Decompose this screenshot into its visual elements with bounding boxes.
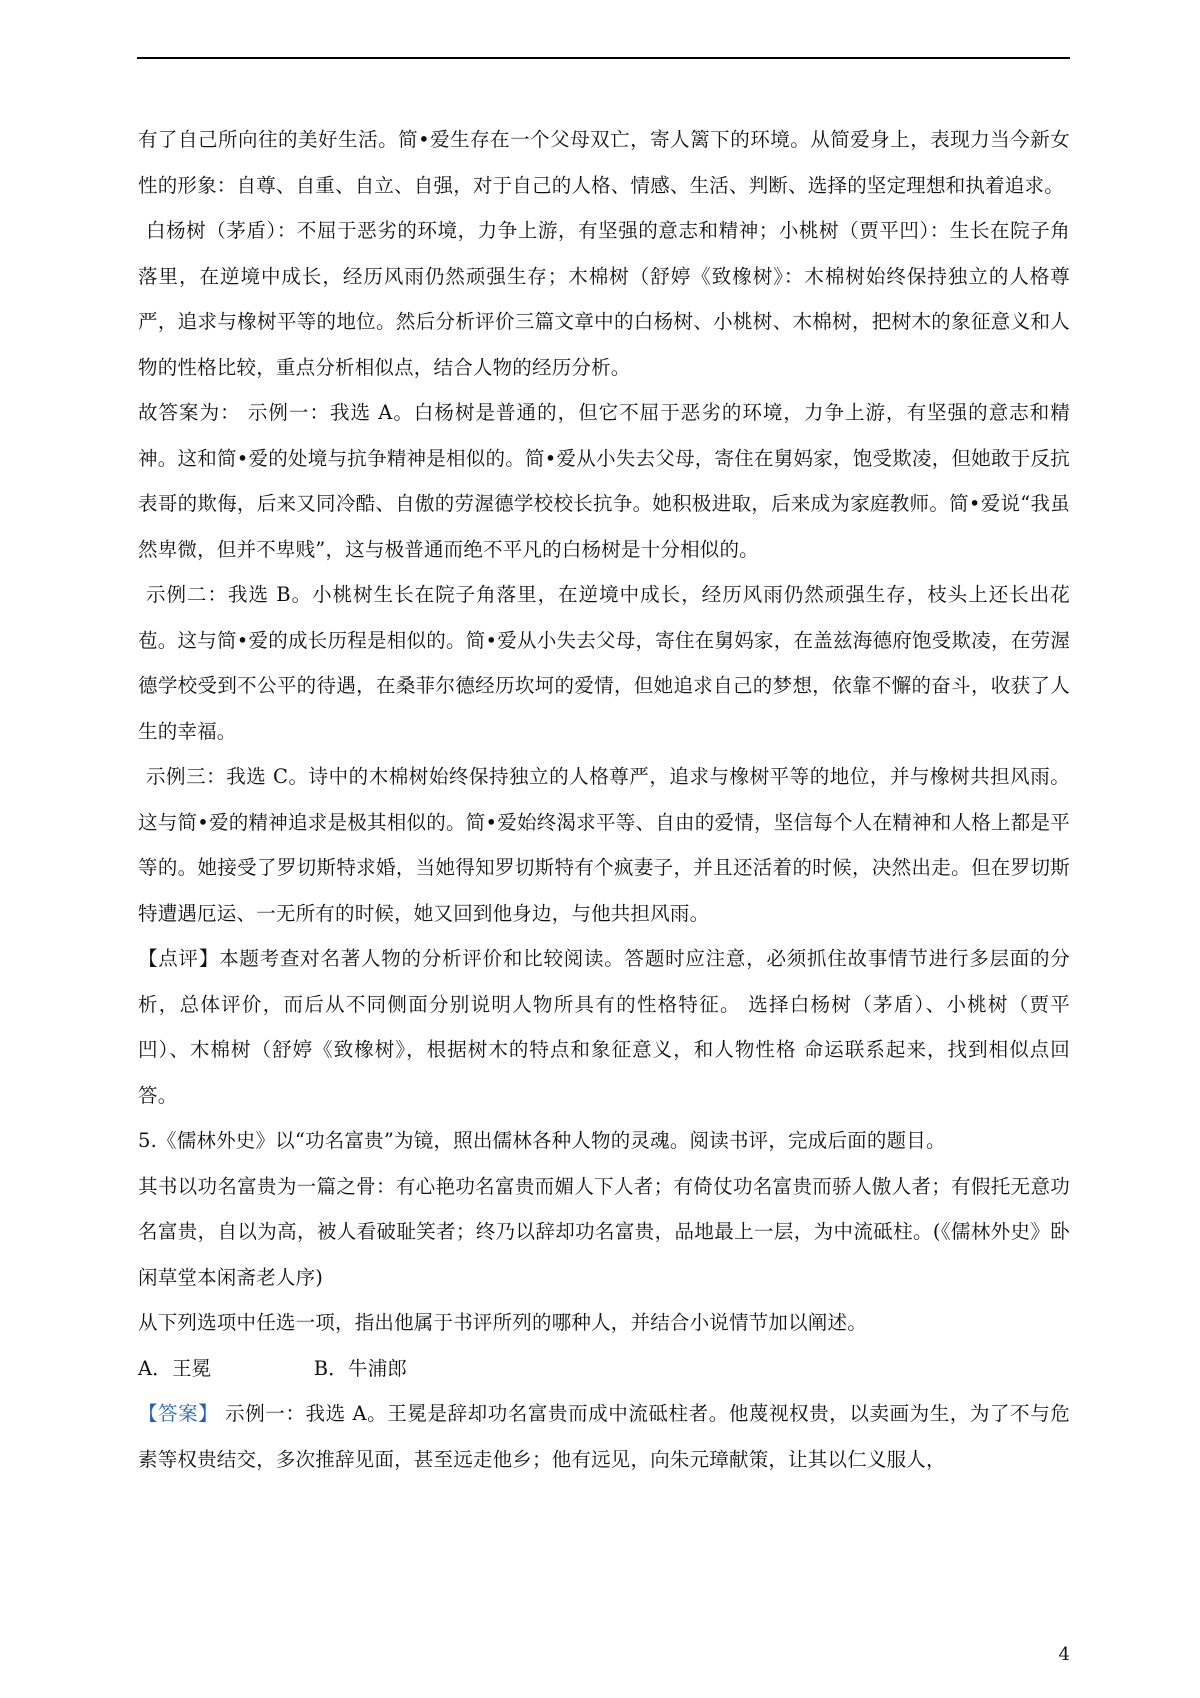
paragraph-commentary <box>138 936 1070 1118</box>
page-content <box>138 117 1070 1482</box>
question-5: 5.《儒林外史》以“功名富贵”为镜，照出儒林各种人物的灵魂。阅读书评，完成后面的题目。 <box>138 1129 946 1152</box>
paragraph-answer-example-three: 示例三：我选 C。诗中的木棉树始终保持独立的人格尊严，追求与橡树平等的地位，并与橡树共担风雨。这与简•爱的精神追求是极其相似的。简•爱始终渴求平等、自由的爱情，坚信每个人在精神和人格上都是平等的。她接受了罗切斯特求婚，当她得知罗切斯特有个疯妻子，并且还活着的时候，决然出走。但在罗切斯特遭遇厄运、一无所有的时候，她又回到他身边，与他共担风雨。 <box>138 765 1070 925</box>
question-instruction: 从下列选项中任选一项，指出他属于书评所列的哪种人，并结合小说情节加以阐述。 <box>138 1311 867 1334</box>
commentary-tag: 【点评】 <box>138 947 220 970</box>
paragraph-jane-eyre-summary: 有了自己所向往的美好生活。简•爱生存在一个父母双亡，寄人篱下的环境。从简爱身上，表现力当今新女性的形象：自尊、自重、自立、自强，对于自己的人格、情感、生活、判断、选择的坚定理想和执着追求。 <box>138 128 1070 197</box>
book-review-quote: 其书以功名富贵为一篇之骨：有心艳功名富贵而媚人下人者；有倚仗功名富贵而骄人傲人者；有假托无意功名富贵，自以为高，被人看破耻笑者；终乃以辞却功名富贵，品地最上一层，为中流砥柱。(《儒林外史》卧闲草堂本闲斋老人序) <box>138 1174 1070 1289</box>
answer-options <box>138 1346 1070 1392</box>
paragraph-tree-analysis: 白杨树（茅盾）：不屈于恶劣的环境，力争上游，有坚强的意志和精神；小桃树（贾平凹）：生长在院子角落里，在逆境中成长，经历风雨仍然顽强生存；木棉树（舒婷《致橡树》：木棉树始终保持独立的人格尊严，追求与橡树平等的地位。然后分析评价三篇文章中的白杨树、小桃树、木棉树，把树木的象征意义和人物的性格比较，重点分析相似点，结合人物的经历分析。 <box>138 219 1070 379</box>
answer-text: 示例一：我选 A。王冕是辞却功名富贵而成中流砥柱者。他蔑视权贵，以卖画为生，为了不与危素等权贵结交，多次推辞见面，甚至远走他乡；他有远见，向朱元璋献策，让其以仁义服人， <box>138 1402 1070 1471</box>
header-rule <box>137 57 1070 59</box>
option-b: B．牛浦郎 <box>313 1356 408 1380</box>
answer-tag: 【答案】 <box>138 1402 219 1425</box>
paragraph-answer <box>138 1391 1070 1482</box>
paragraph-answer-example-two: 示例二：我选 B。小桃树生长在院子角落里，在逆境中成长，经历风雨仍然顽强生存，枝头上还长出花苞。这与简•爱的成长历程是相似的。简•爱从小失去父母，寄住在舅妈家，在盖兹海德府饱受欺凌，在劳渥德学校受到不公平的待遇，在桑菲尔德经历坎坷的爱情，但她追求自己的梦想，依靠不懈的奋斗，收获了人生的幸福。 <box>138 583 1070 743</box>
paragraph-answer-example-one: 故答案为： 示例一：我选 A。白杨树是普通的，但它不屈于恶劣的环境，力争上游，有坚强的意志和精神。这和简•爱的处境与抗争精神是相似的。简•爱从小失去父母，寄住在舅妈家，饱受欺凌，但她敢于反抗表哥的欺侮，后来又同冷酷、自傲的劳渥德学校校长抗争。她积极进取，后来成为家庭教师。简•爱说“我虽然卑微，但并不卑贱”，这与极普通而绝不平凡的白杨树是十分相似的。 <box>138 401 1070 561</box>
commentary-text: 本题考查对名著人物的分析评价和比较阅读。答题时应注意，必须抓住故事情节进行多层面的分析，总体评价，而后从不同侧面分别说明人物所具有的性格特征。 选择白杨树（茅盾）、小桃树（贾平凹）、木棉树（舒婷《致橡树》，根据树木的特点和象征意义，和人物性格 命运联系起来，找到相似点回答。 <box>138 947 1070 1107</box>
option-a: A．王冕 <box>138 1356 212 1380</box>
page-number: 4 <box>1058 1644 1070 1665</box>
